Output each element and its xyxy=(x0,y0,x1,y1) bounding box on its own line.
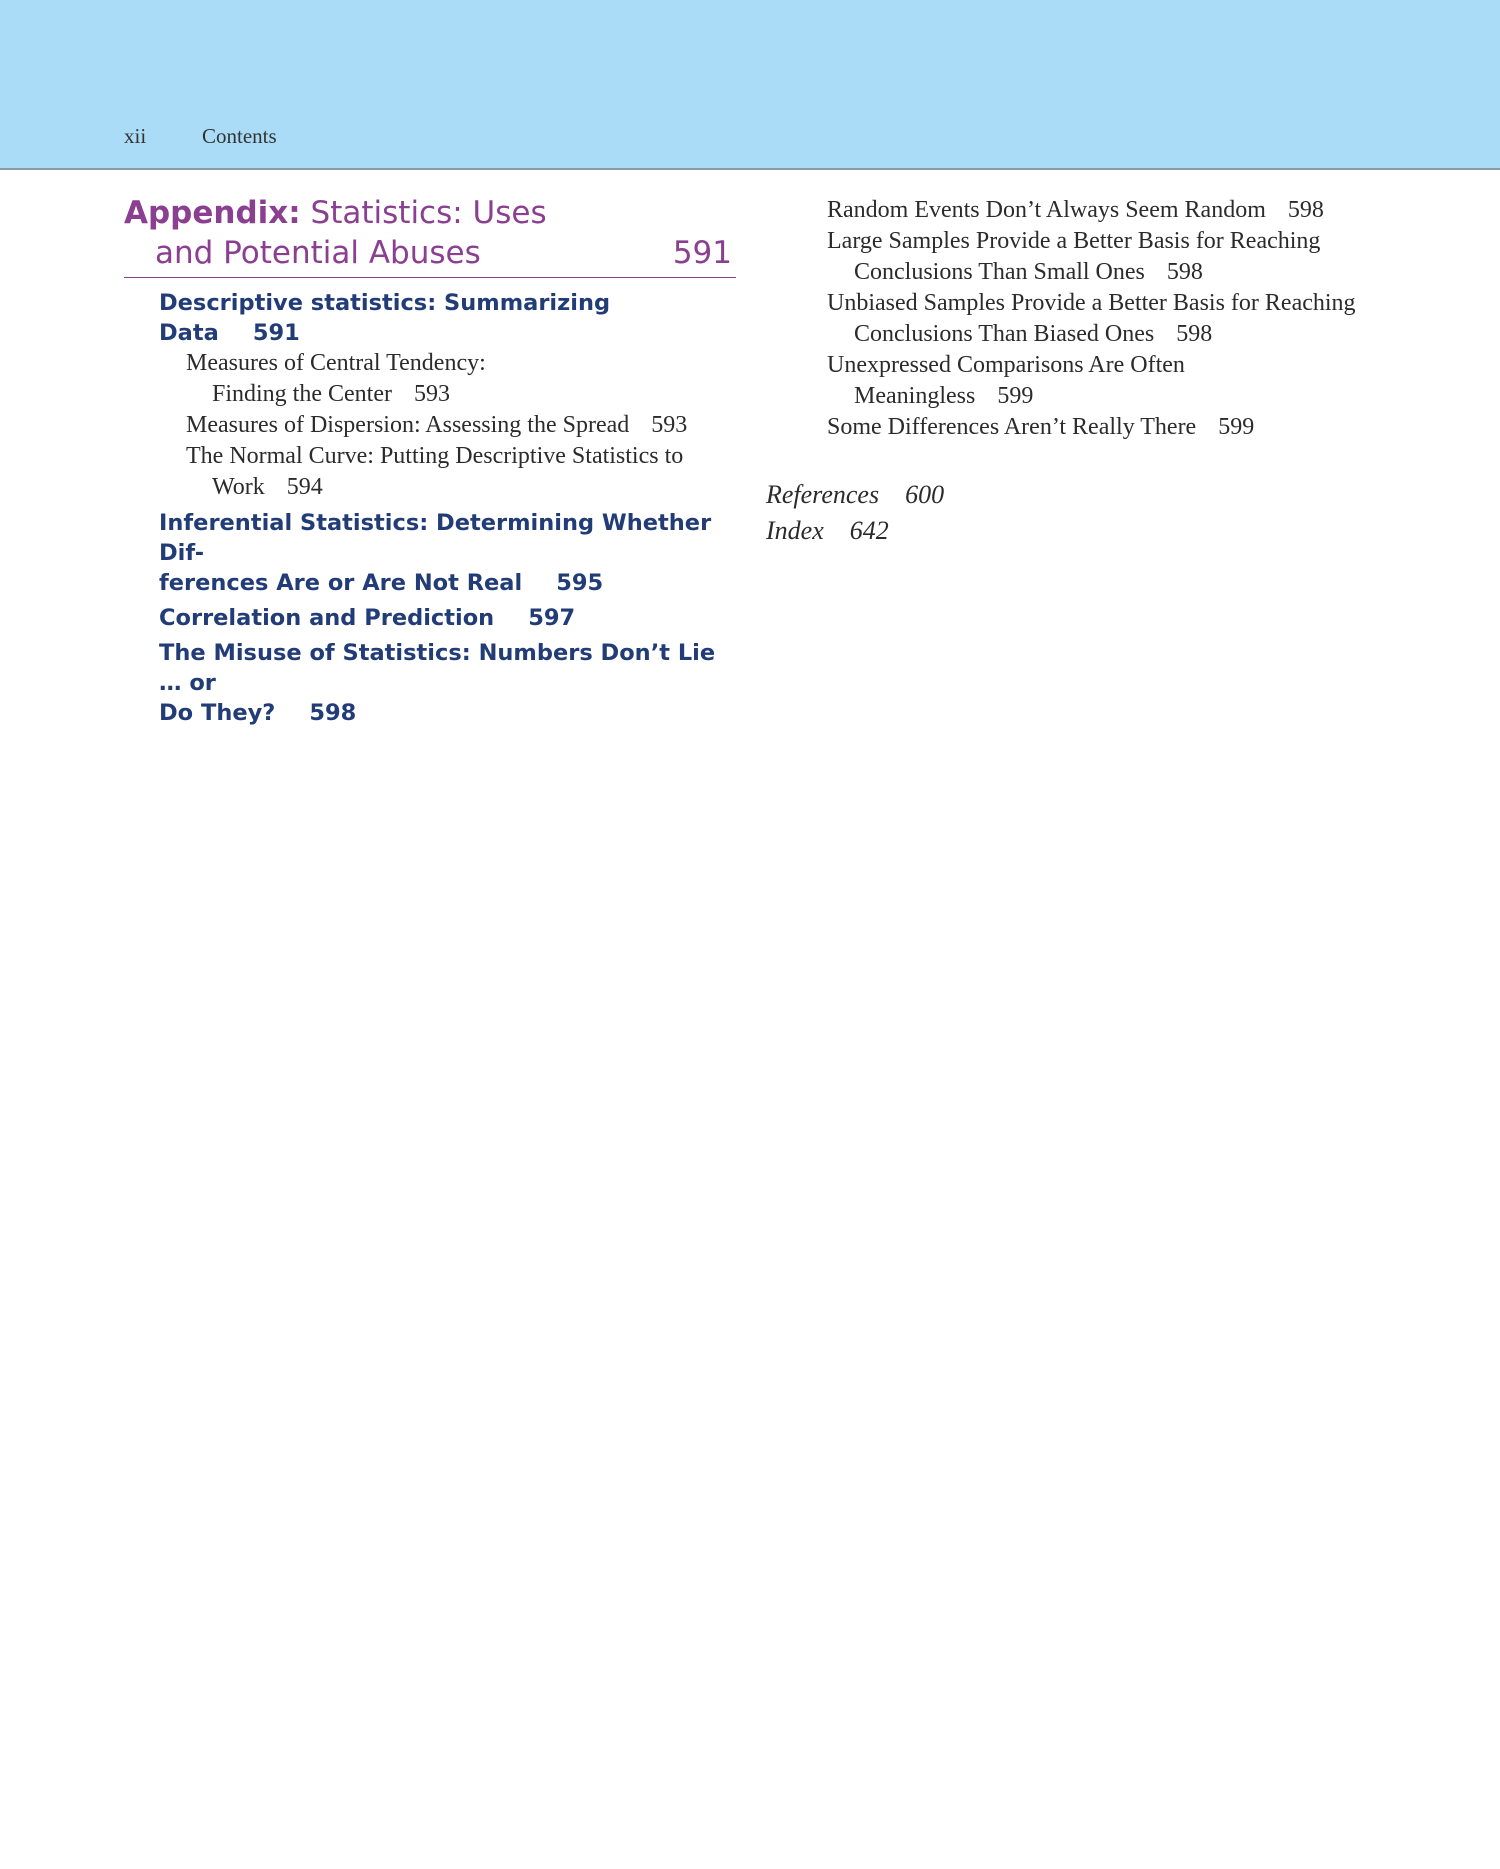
topic-page: 598 xyxy=(1166,259,1203,285)
topic-line2: Conclusions Than Biased Ones xyxy=(854,321,1155,347)
section-title: Correlation and Prediction xyxy=(159,605,495,631)
toc-section-misuse[interactable] xyxy=(124,638,736,728)
topic-page: 594 xyxy=(286,474,323,500)
left-column xyxy=(124,193,736,728)
topic-page: 599 xyxy=(1218,414,1255,440)
topic-line2: Finding the Center xyxy=(212,381,392,407)
toc-topic-random-events[interactable] xyxy=(827,195,1387,226)
toc-section-correlation[interactable] xyxy=(124,603,736,633)
toc-references[interactable] xyxy=(766,477,944,513)
appendix-page: 591 xyxy=(672,235,732,271)
topic-line1: Unexpressed Comparisons Are Often xyxy=(827,352,1185,378)
section-page: 591 xyxy=(252,320,300,346)
section-page: 597 xyxy=(528,605,576,631)
references-page: 600 xyxy=(905,480,945,509)
section-line1: Inferential Statistics: Determining Whether Dif- xyxy=(159,510,712,566)
topic-line1: Large Samples Provide a Better Basis for Reaching xyxy=(827,228,1321,254)
topic-page: 598 xyxy=(1176,321,1213,347)
toc-topic-unexpressed-comparisons[interactable] xyxy=(827,350,1387,412)
toc-topic-normal-curve[interactable] xyxy=(124,441,736,503)
appendix-heading[interactable] xyxy=(124,193,736,278)
section-title: Descriptive statistics: Summarizing Data xyxy=(159,290,611,346)
topic-page: 593 xyxy=(651,412,688,438)
section-page: 598 xyxy=(309,700,357,726)
topic-line1: Measures of Central Tendency: xyxy=(186,350,486,376)
appendix-label: Appendix: xyxy=(124,195,301,231)
topic-line2: Meaningless xyxy=(854,383,976,409)
topic-line2: Work xyxy=(212,474,265,500)
toc-topic-central-tendency[interactable] xyxy=(124,348,736,410)
toc-topic-differences[interactable] xyxy=(827,412,1387,443)
toc-topic-unbiased-samples[interactable] xyxy=(827,288,1387,350)
page-number: xii xyxy=(124,124,147,148)
topic-line2: Conclusions Than Small Ones xyxy=(854,259,1145,285)
references-label: References xyxy=(766,480,880,509)
topic-page: 593 xyxy=(413,381,450,407)
appendix-title-line1: Statistics: Uses xyxy=(310,195,547,231)
toc-topic-large-samples[interactable] xyxy=(827,226,1387,288)
running-head xyxy=(124,124,277,149)
section-line2: ferences Are or Are Not Real xyxy=(159,570,523,596)
toc-section-inferential[interactable] xyxy=(124,508,736,598)
appendix-title-line2: and Potential Abuses xyxy=(155,235,481,271)
section-line1: The Misuse of Statistics: Numbers Don’t Lie … or xyxy=(159,640,716,696)
topic-page: 599 xyxy=(997,383,1034,409)
section-page: 595 xyxy=(556,570,604,596)
toc-section-descriptive[interactable] xyxy=(124,288,736,348)
topic-line1: The Normal Curve: Putting Descriptive Statistics to xyxy=(186,443,684,469)
topic-line1: Measures of Dispersion: Assessing the Spread xyxy=(186,412,630,438)
toc-topic-dispersion[interactable] xyxy=(124,410,736,441)
index-page: 642 xyxy=(849,516,889,545)
topic-page: 598 xyxy=(1287,197,1324,223)
right-column xyxy=(827,195,1387,443)
toc-index[interactable] xyxy=(766,513,944,549)
topic-line1: Some Differences Aren’t Really There xyxy=(827,414,1197,440)
topic-line1: Random Events Don’t Always Seem Random xyxy=(827,197,1266,223)
topic-line1: Unbiased Samples Provide a Better Basis for Reaching xyxy=(827,290,1356,316)
running-title: Contents xyxy=(202,124,277,148)
index-label: Index xyxy=(766,516,824,545)
section-line2: Do They? xyxy=(159,700,276,726)
back-matter xyxy=(766,477,944,549)
